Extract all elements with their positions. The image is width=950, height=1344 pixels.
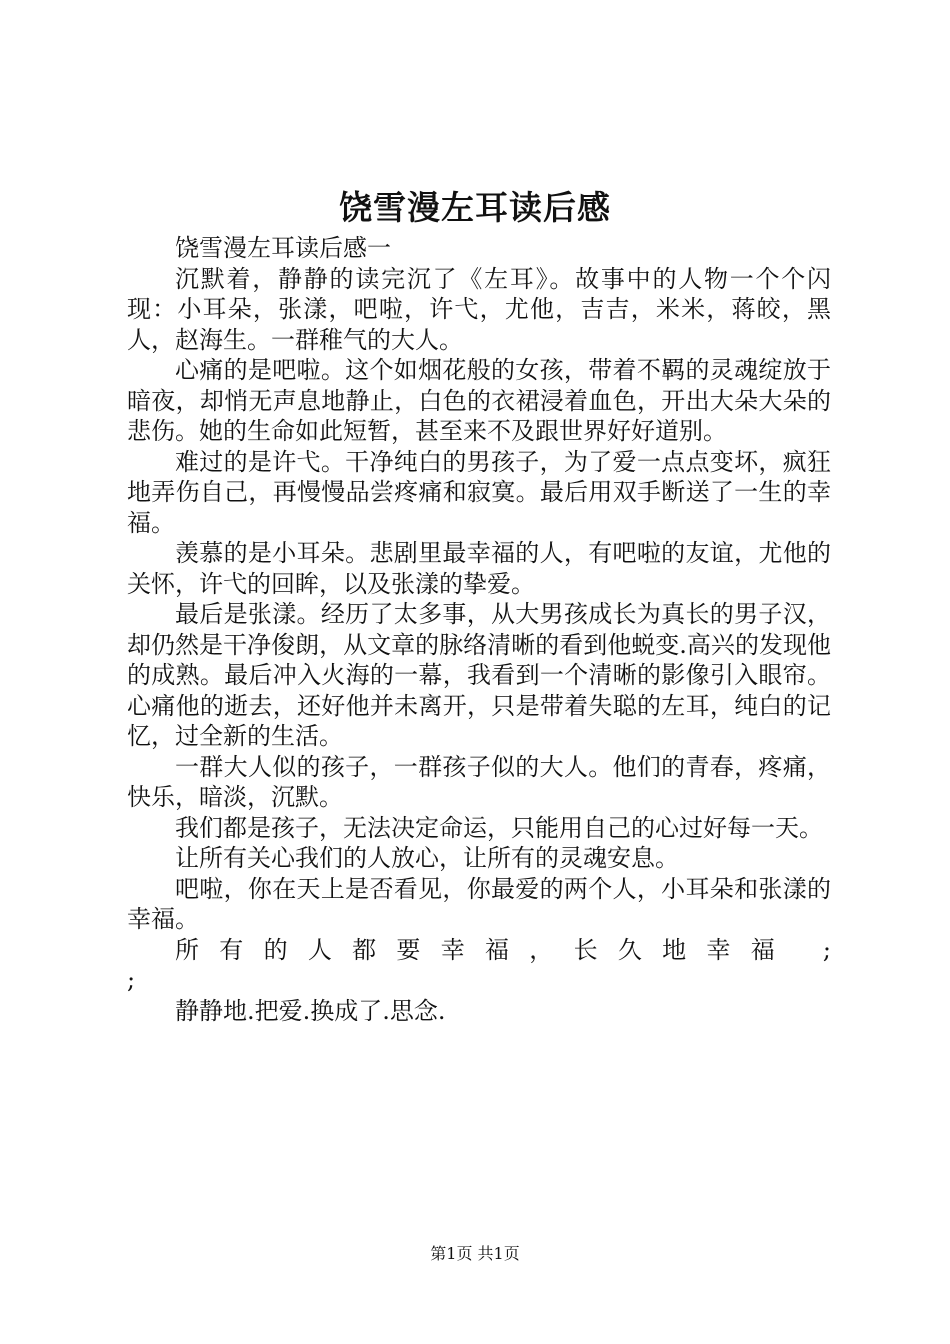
page-footer: 第1页 共1页 xyxy=(430,1244,520,1263)
paragraph: 羡慕的是小耳朵。悲剧里最幸福的人，有吧啦的友谊，尤他的关怀，许弋的回眸，以及张漾的挚爱。 xyxy=(127,539,831,598)
paragraph: 一群大人似的孩子，一群孩子似的大人。他们的青春，疼痛，快乐，暗淡，沉默。 xyxy=(127,752,831,811)
paragraph: 最后是张漾。经历了太多事，从大男孩成长为真长的男子汉，却仍然是干净俊朗，从文章的脉络清晰的看到他蜕变.高兴的发现他的成熟。最后冲入火海的一幕，我看到一个清晰的影像引入眼帘。心痛他的逝去，还好他并未离开，只是带着失聪的左耳，纯白的记忆，过全新的生活。 xyxy=(127,600,831,750)
paragraph: 难过的是许弋。干净纯白的男孩子，为了爱一点点变坏，疯狂地弄伤自己，再慢慢品尝疼痛和寂寞。最后用双手断送了一生的幸福。 xyxy=(127,447,831,537)
paragraph: ; xyxy=(127,966,136,994)
paragraph: 沉默着，静静的读完沉了《左耳》。故事中的人物一个个闪现：小耳朵，张漾，吧啦，许弋，尤他，吉吉，米米，蒋皎，黑人，赵海生。一群稚气的大人。 xyxy=(127,264,831,354)
document-body xyxy=(127,233,831,1026)
paragraph: 心痛的是吧啦。这个如烟花般的女孩，带着不羁的灵魂绽放于暗夜，却悄无声息地静止，白色的衣裙浸着血色，开出大朵大朵的悲伤。她的生命如此短暂，甚至来不及跟世界好好道别。 xyxy=(127,356,831,445)
paragraph: 静静地.把爱.换成了.思念. xyxy=(175,996,446,1025)
paragraph: 吧啦，你在天上是否看见，你最爱的两个人，小耳朵和张漾的幸福。 xyxy=(127,874,831,933)
paragraph-subtitle: 饶雪漫左耳读后感一 xyxy=(175,234,391,262)
document-title: 饶雪漫左耳读后感 xyxy=(339,188,611,227)
paragraph: 所有的人都要幸福，长久地幸福 ; xyxy=(175,935,831,964)
paragraph: 让所有关心我们的人放心，让所有的灵魂安息。 xyxy=(175,844,679,872)
paragraph: 我们都是孩子，无法决定命运，只能用自己的心过好每一天。 xyxy=(175,813,823,842)
